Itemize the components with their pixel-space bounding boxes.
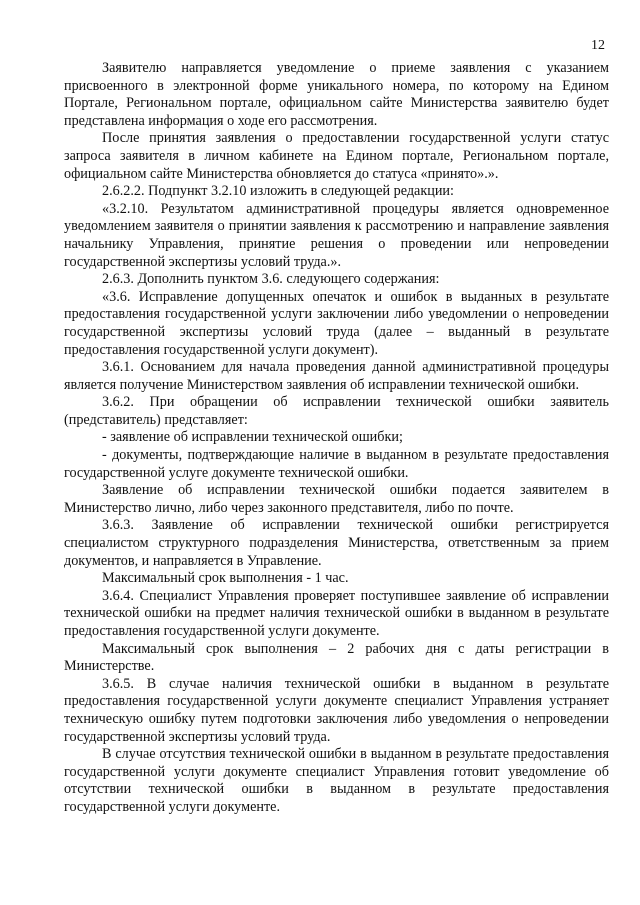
paragraph: Максимальный срок выполнения – 2 рабочих дня с даты регистрации в Министерстве. [64, 640, 609, 675]
paragraph: 3.6.5. В случае наличия технической ошибки в выданном в результате предоставления государственной услуги документе специалист Управления устраняет техническую ошибку путем подготовки заключения либо уведомления о непроведении государственной экспертизы условий труда. [64, 675, 609, 745]
paragraph: 3.6.4. Специалист Управления проверяет поступившее заявление об исправлении технической ошибки на предмет наличия технической ошибки в выданном в результате предоставления государственной услуги документе. [64, 587, 609, 639]
paragraph: Максимальный срок выполнения - 1 час. [102, 570, 349, 587]
paragraph: После принятия заявления о предоставлении государственной услуги статус запроса заявителя в личном кабинете на Едином портале, Региональном портале, официальном сайте Министерства обновляется до статуса «принято».». [64, 130, 609, 182]
page-number: 12 [591, 38, 605, 53]
paragraph: 3.6.3. Заявление об исправлении технической ошибки регистрируется специалистом структурного подразделения Министерства, ответственным за прием документов, и направляется в Управление. [64, 517, 609, 569]
paragraph: 2.6.3. Дополнить пунктом 3.6. следующего содержания: [102, 271, 440, 288]
paragraph: Заявление об исправлении технической ошибки подается заявителем в Министерство лично, либо через законного представителя, либо по почте. [64, 482, 609, 516]
list-item: - документы, подтверждающие наличие в выданном в результате предоставления государственной услуге документе технической ошибки. [64, 447, 609, 481]
paragraph: 3.6.1. Основанием для начала проведения данной административной процедуры является получение Министерством заявления об исправлении технической ошибки. [64, 359, 609, 393]
document-body [64, 60, 609, 817]
paragraph: В случае отсутствия технической ошибки в выданном в результате предоставления государственной услуги документе специалист Управления готовит уведомление об отсутствии технической ошибки в выданном в результате предоставления государственной услуги документе. [64, 746, 609, 815]
paragraph: 3.6.2. При обращении об исправлении технической ошибки заявитель (представитель) представляет: [64, 394, 609, 428]
paragraph: «3.2.10. Результатом административной процедуры является одновременное уведомлением заявителя о принятии заявления к рассмотрению и направление заявления начальнику Управления, принятие решения о проведении или непроведении государственной экспертизы условий труда.». [64, 200, 609, 270]
list-item: - заявление об исправлении технической ошибки; [102, 429, 403, 446]
paragraph: «3.6. Исправление допущенных опечаток и ошибок в выданных в результате предоставления государственной услуги заключении либо уведомлении о непроведении государственной экспертизы условий труда (далее – выданный в результате предоставления государственной услуги документ). [64, 288, 609, 358]
paragraph: 2.6.2.2. Подпункт 3.2.10 изложить в следующей редакции: [102, 183, 454, 200]
paragraph: Заявителю направляется уведомление о приеме заявления с указанием присвоенного в электронной форме уникального номера, по которому на Едином Портале, Региональном портале, официальном сайте Министерства заявителю будет представлена информация о ходе его рассмотрения. [64, 60, 609, 129]
